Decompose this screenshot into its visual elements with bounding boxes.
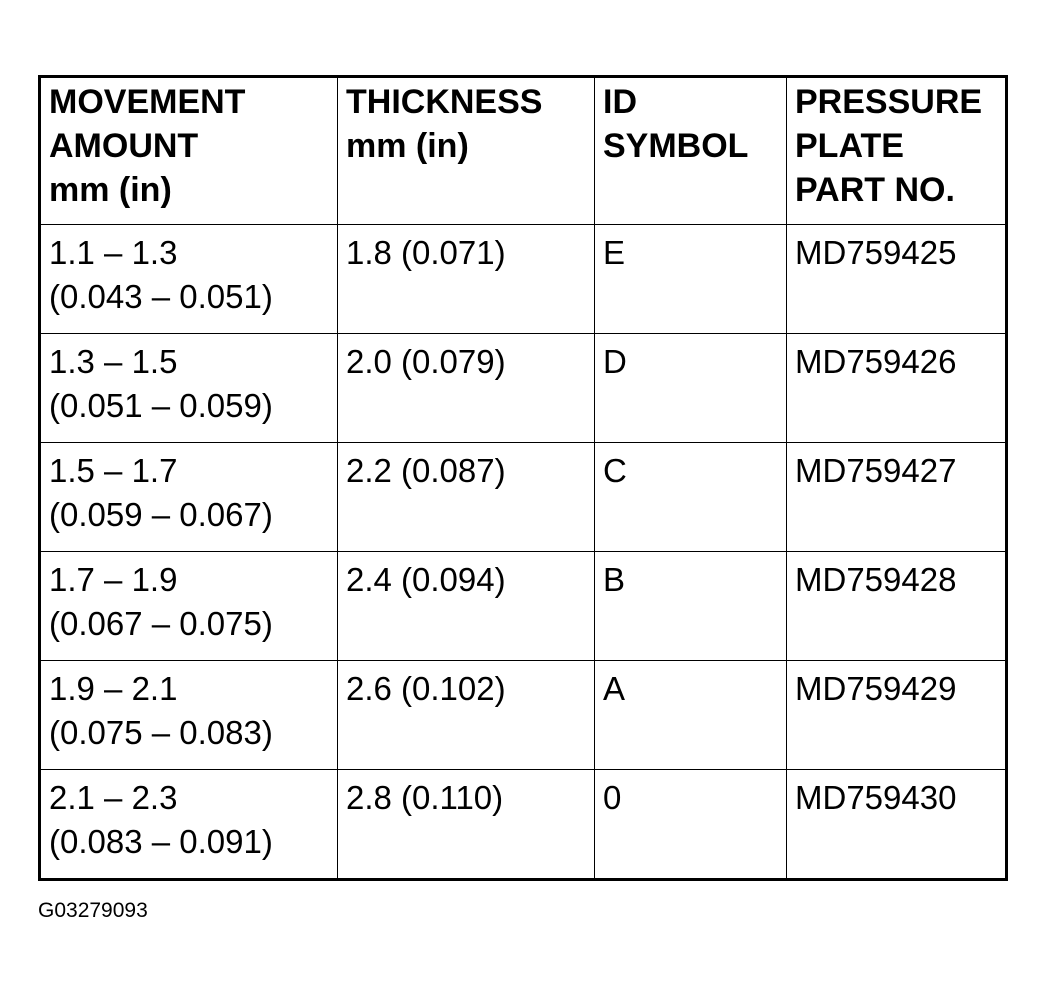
figure-id: G03279093: [38, 899, 148, 922]
header-thickness: [338, 77, 595, 225]
header-line: AMOUNT: [49, 127, 199, 165]
thickness-cell: 2.2 (0.087): [338, 443, 595, 552]
header-movement-amount: [40, 77, 338, 225]
table-row: [40, 661, 1007, 770]
movement-in: (0.067 – 0.075): [49, 605, 273, 642]
part-no-cell: MD759430: [787, 770, 1007, 880]
header-line: mm (in): [346, 127, 469, 165]
table-row: [40, 443, 1007, 552]
id-symbol-cell: 0: [595, 770, 787, 880]
header-id-symbol: [595, 77, 787, 225]
movement-cell: [40, 770, 338, 880]
movement-mm: 1.1 – 1.3: [49, 234, 178, 271]
id-symbol-cell: A: [595, 661, 787, 770]
header-pressure-plate-part-no: [787, 77, 1007, 225]
id-symbol-cell: C: [595, 443, 787, 552]
header-line: SYMBOL: [603, 127, 749, 165]
thickness-cell: 1.8 (0.071): [338, 225, 595, 334]
header-line: mm (in): [49, 171, 172, 209]
table-row: [40, 334, 1007, 443]
table-row: [40, 552, 1007, 661]
movement-cell: [40, 334, 338, 443]
header-line: PRESSURE: [795, 83, 983, 121]
movement-mm: 1.5 – 1.7: [49, 452, 178, 489]
movement-in: (0.051 – 0.059): [49, 387, 273, 424]
part-no-cell: MD759427: [787, 443, 1007, 552]
pressure-plate-selection-table: [38, 75, 1008, 881]
part-no-cell: MD759429: [787, 661, 1007, 770]
part-no-cell: MD759425: [787, 225, 1007, 334]
thickness-cell: 2.8 (0.110): [338, 770, 595, 880]
movement-in: (0.075 – 0.083): [49, 714, 273, 751]
thickness-cell: 2.0 (0.079): [338, 334, 595, 443]
id-symbol-cell: D: [595, 334, 787, 443]
thickness-cell: 2.4 (0.094): [338, 552, 595, 661]
movement-mm: 1.7 – 1.9: [49, 561, 178, 598]
movement-in: (0.043 – 0.051): [49, 278, 273, 315]
movement-cell: [40, 225, 338, 334]
header-line: PLATE: [795, 127, 904, 165]
header-line: THICKNESS: [346, 83, 543, 121]
header-line: ID: [603, 83, 637, 121]
header-line: PART NO.: [795, 171, 955, 209]
table-header-row: [40, 77, 1007, 225]
id-symbol-cell: E: [595, 225, 787, 334]
movement-cell: [40, 661, 338, 770]
id-symbol-cell: B: [595, 552, 787, 661]
header-line: MOVEMENT: [49, 83, 246, 121]
table-row: [40, 770, 1007, 880]
movement-cell: [40, 443, 338, 552]
part-no-cell: MD759426: [787, 334, 1007, 443]
table-row: [40, 225, 1007, 334]
movement-in: (0.083 – 0.091): [49, 823, 273, 860]
movement-cell: [40, 552, 338, 661]
movement-mm: 2.1 – 2.3: [49, 779, 178, 816]
movement-in: (0.059 – 0.067): [49, 496, 273, 533]
part-no-cell: MD759428: [787, 552, 1007, 661]
movement-mm: 1.3 – 1.5: [49, 343, 178, 380]
movement-mm: 1.9 – 2.1: [49, 670, 178, 707]
thickness-cell: 2.6 (0.102): [338, 661, 595, 770]
